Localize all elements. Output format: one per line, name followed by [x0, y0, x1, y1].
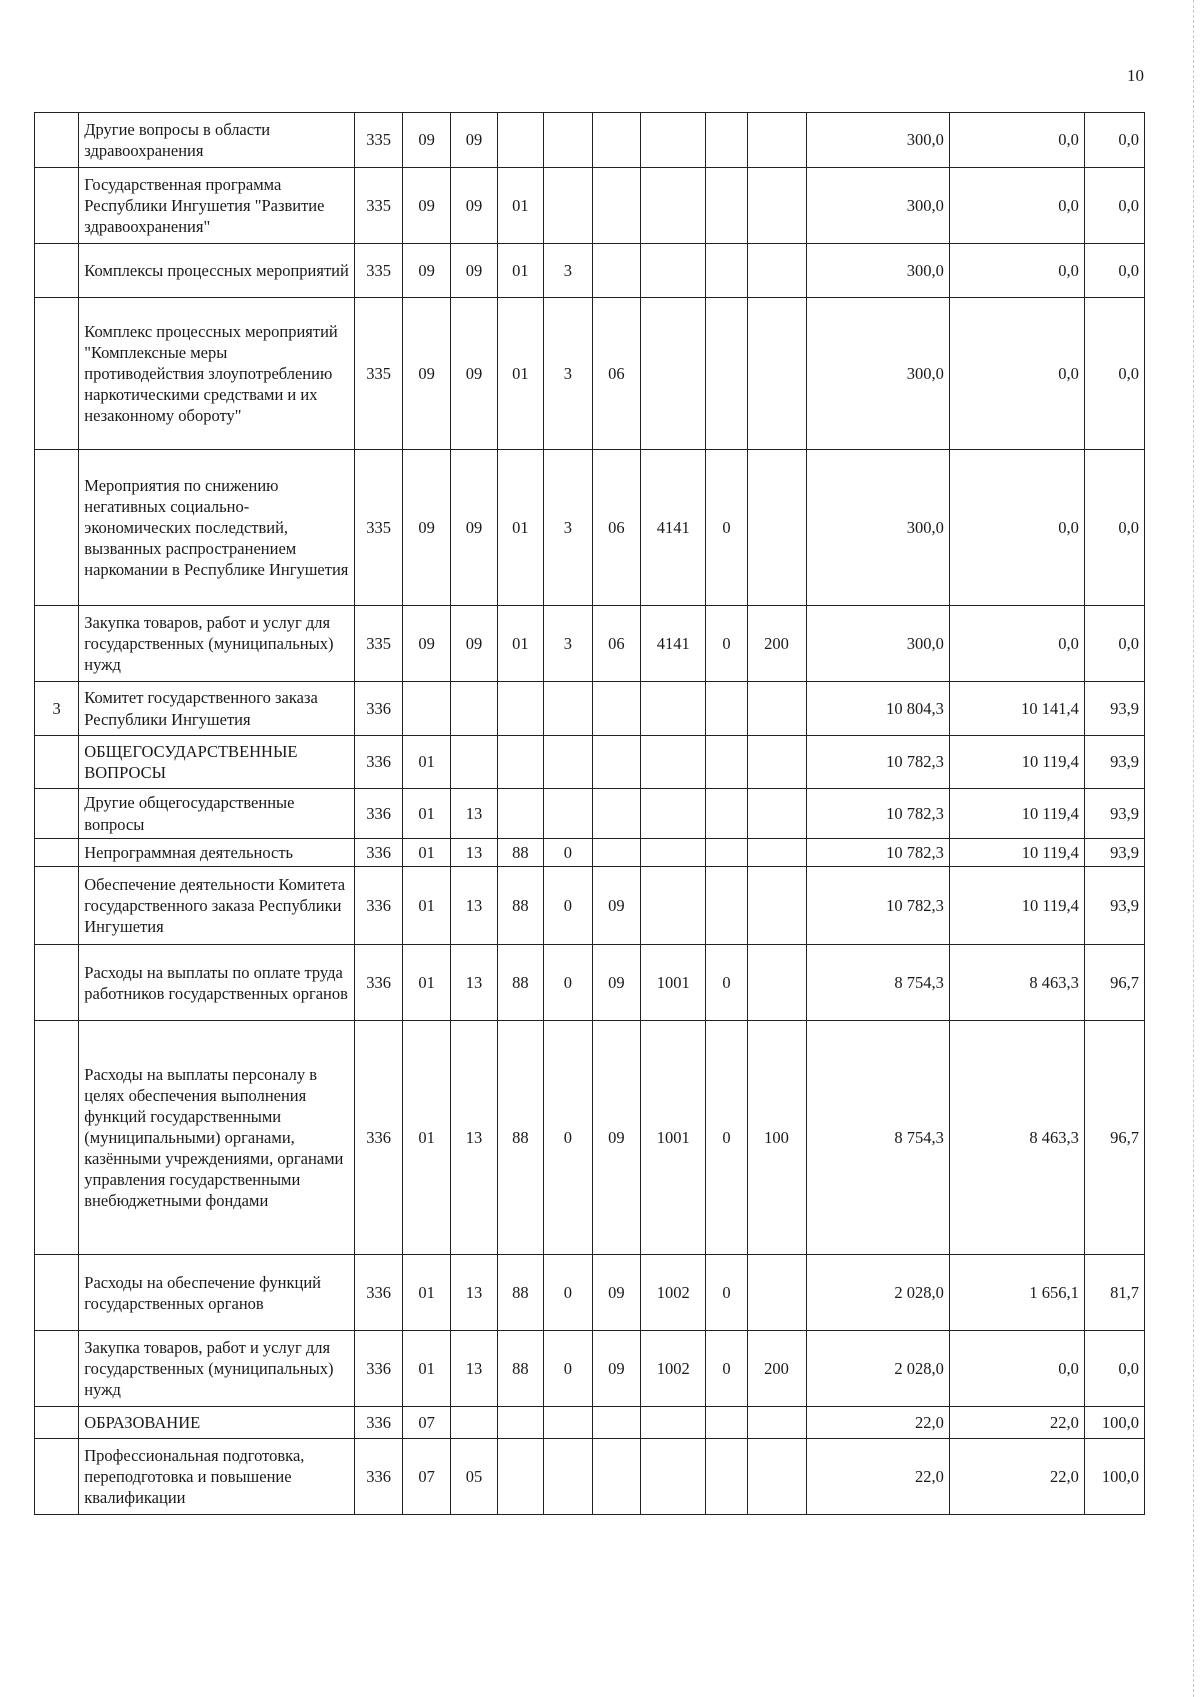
- code-direction: [641, 789, 706, 839]
- code-program-type: [544, 682, 592, 736]
- amount-percent: 96,7: [1084, 945, 1144, 1021]
- code-section: 01: [402, 867, 450, 945]
- amount-percent: 81,7: [1084, 1255, 1144, 1331]
- code-expense-type: [747, 168, 806, 244]
- row-name: Комплекс процессных мероприятий "Комплексные меры противодействия злоупотреблению наркотическими средствами и их незаконному обороту": [79, 298, 355, 450]
- table-row: [35, 1439, 1145, 1515]
- amount-percent: 0,0: [1084, 168, 1144, 244]
- code-subsection: [451, 682, 497, 736]
- code-complex: 09: [592, 1255, 640, 1331]
- amount-plan: 2 028,0: [806, 1255, 949, 1331]
- amount-plan: 10 782,3: [806, 736, 949, 789]
- code-program: 88: [497, 1021, 543, 1255]
- row-number: [35, 839, 79, 867]
- code-ministry: 336: [355, 839, 402, 867]
- amount-percent: 93,9: [1084, 736, 1144, 789]
- code-direction: [641, 867, 706, 945]
- code-direction-suffix: [706, 168, 747, 244]
- code-direction: [641, 168, 706, 244]
- amount-percent: 0,0: [1084, 606, 1144, 682]
- code-direction-suffix: [706, 682, 747, 736]
- code-direction: [641, 682, 706, 736]
- code-program-type: 3: [544, 244, 592, 298]
- code-complex: [592, 168, 640, 244]
- code-ministry: 336: [355, 1407, 402, 1439]
- amount-fact: 8 463,3: [949, 945, 1084, 1021]
- table-row: [35, 1331, 1145, 1407]
- code-subsection: [451, 736, 497, 789]
- row-name: Обеспечение деятельности Комитета государственного заказа Республики Ингушетия: [79, 867, 355, 945]
- row-number: [35, 945, 79, 1021]
- code-expense-type: [747, 1255, 806, 1331]
- code-expense-type: 200: [747, 606, 806, 682]
- amount-plan: 300,0: [806, 244, 949, 298]
- code-program-type: [544, 789, 592, 839]
- code-direction-suffix: 0: [706, 450, 747, 606]
- table-row: [35, 113, 1145, 168]
- code-complex: [592, 736, 640, 789]
- table-row: [35, 945, 1145, 1021]
- code-expense-type: [747, 1439, 806, 1515]
- code-section: 09: [402, 168, 450, 244]
- code-complex: [592, 839, 640, 867]
- code-ministry: 336: [355, 1439, 402, 1515]
- row-number: [35, 113, 79, 168]
- amount-percent: 0,0: [1084, 450, 1144, 606]
- code-program-type: [544, 736, 592, 789]
- code-subsection: 13: [451, 789, 497, 839]
- code-ministry: 335: [355, 298, 402, 450]
- code-program-type: 0: [544, 1255, 592, 1331]
- amount-percent: 100,0: [1084, 1439, 1144, 1515]
- amount-fact: 0,0: [949, 1331, 1084, 1407]
- code-direction-suffix: [706, 1439, 747, 1515]
- code-direction: [641, 298, 706, 450]
- amount-fact: 1 656,1: [949, 1255, 1084, 1331]
- code-program-type: 0: [544, 839, 592, 867]
- table-row: [35, 789, 1145, 839]
- code-program: [497, 736, 543, 789]
- code-subsection: 09: [451, 606, 497, 682]
- code-direction-suffix: 0: [706, 1021, 747, 1255]
- code-direction: 1001: [641, 1021, 706, 1255]
- row-name: ОБРАЗОВАНИЕ: [79, 1407, 355, 1439]
- code-subsection: 13: [451, 839, 497, 867]
- code-direction: 4141: [641, 450, 706, 606]
- code-section: 01: [402, 1331, 450, 1407]
- row-name: Другие вопросы в области здравоохранения: [79, 113, 355, 168]
- code-ministry: 336: [355, 682, 402, 736]
- amount-fact: 0,0: [949, 244, 1084, 298]
- table-row: [35, 1407, 1145, 1439]
- code-complex: [592, 1439, 640, 1515]
- scan-edge-line: [1193, 0, 1194, 1697]
- row-number: [35, 1021, 79, 1255]
- code-complex: [592, 682, 640, 736]
- row-name: Закупка товаров, работ и услуг для государственных (муниципальных) нужд: [79, 606, 355, 682]
- code-ministry: 335: [355, 244, 402, 298]
- code-expense-type: [747, 839, 806, 867]
- code-section: [402, 682, 450, 736]
- amount-percent: 93,9: [1084, 789, 1144, 839]
- code-program: [497, 1407, 543, 1439]
- amount-fact: 10 119,4: [949, 839, 1084, 867]
- table-row: [35, 1021, 1145, 1255]
- code-complex: 09: [592, 945, 640, 1021]
- code-program-type: [544, 1439, 592, 1515]
- code-program: 88: [497, 1331, 543, 1407]
- amount-percent: 93,9: [1084, 682, 1144, 736]
- table-row: [35, 606, 1145, 682]
- row-number: [35, 1407, 79, 1439]
- code-subsection: 05: [451, 1439, 497, 1515]
- code-expense-type: [747, 682, 806, 736]
- code-expense-type: [747, 244, 806, 298]
- code-section: 01: [402, 736, 450, 789]
- amount-percent: 0,0: [1084, 1331, 1144, 1407]
- code-direction: 1002: [641, 1255, 706, 1331]
- amount-plan: 10 782,3: [806, 867, 949, 945]
- amount-fact: 10 119,4: [949, 789, 1084, 839]
- code-program-type: 0: [544, 1021, 592, 1255]
- amount-percent: 100,0: [1084, 1407, 1144, 1439]
- code-program-type: 3: [544, 606, 592, 682]
- code-program-type: 0: [544, 945, 592, 1021]
- row-name: Мероприятия по снижению негативных социально-экономических последствий, вызванных распространением наркомании в Республике Ингушетия: [79, 450, 355, 606]
- amount-plan: 22,0: [806, 1439, 949, 1515]
- row-number: [35, 298, 79, 450]
- amount-plan: 8 754,3: [806, 1021, 949, 1255]
- code-section: 01: [402, 1021, 450, 1255]
- amount-fact: 8 463,3: [949, 1021, 1084, 1255]
- amount-plan: 300,0: [806, 113, 949, 168]
- row-number: [35, 789, 79, 839]
- amount-percent: 93,9: [1084, 839, 1144, 867]
- amount-percent: 0,0: [1084, 113, 1144, 168]
- code-direction-suffix: [706, 298, 747, 450]
- row-number: [35, 736, 79, 789]
- code-subsection: 13: [451, 867, 497, 945]
- code-subsection: 13: [451, 1021, 497, 1255]
- amount-percent: 93,9: [1084, 867, 1144, 945]
- code-direction-suffix: 0: [706, 606, 747, 682]
- code-expense-type: [747, 298, 806, 450]
- amount-fact: 22,0: [949, 1439, 1084, 1515]
- code-expense-type: [747, 736, 806, 789]
- code-section: 07: [402, 1407, 450, 1439]
- amount-plan: 10 782,3: [806, 839, 949, 867]
- code-program: 88: [497, 945, 543, 1021]
- code-direction-suffix: [706, 867, 747, 945]
- code-section: 07: [402, 1439, 450, 1515]
- row-name: Закупка товаров, работ и услуг для государственных (муниципальных) нужд: [79, 1331, 355, 1407]
- code-direction: [641, 244, 706, 298]
- amount-fact: 0,0: [949, 168, 1084, 244]
- amount-percent: 96,7: [1084, 1021, 1144, 1255]
- code-expense-type: [747, 789, 806, 839]
- code-program-type: [544, 168, 592, 244]
- code-program-type: 0: [544, 867, 592, 945]
- code-program: [497, 113, 543, 168]
- code-complex: 09: [592, 1331, 640, 1407]
- code-program-type: [544, 1407, 592, 1439]
- code-direction: 1001: [641, 945, 706, 1021]
- amount-plan: 300,0: [806, 168, 949, 244]
- code-program: 88: [497, 867, 543, 945]
- code-subsection: 13: [451, 945, 497, 1021]
- code-program: 01: [497, 450, 543, 606]
- code-ministry: 336: [355, 945, 402, 1021]
- code-direction-suffix: [706, 1407, 747, 1439]
- amount-fact: 0,0: [949, 450, 1084, 606]
- code-subsection: 09: [451, 168, 497, 244]
- code-direction-suffix: [706, 244, 747, 298]
- code-section: 01: [402, 789, 450, 839]
- table-row: [35, 1255, 1145, 1331]
- row-number: [35, 1439, 79, 1515]
- amount-fact: 10 119,4: [949, 867, 1084, 945]
- code-complex: [592, 1407, 640, 1439]
- code-ministry: 336: [355, 789, 402, 839]
- code-direction: [641, 113, 706, 168]
- row-name: Государственная программа Республики Ингушетия "Развитие здравоохранения": [79, 168, 355, 244]
- code-ministry: 336: [355, 867, 402, 945]
- amount-plan: 300,0: [806, 298, 949, 450]
- amount-fact: 0,0: [949, 606, 1084, 682]
- row-name: Расходы на обеспечение функций государственных органов: [79, 1255, 355, 1331]
- amount-plan: 300,0: [806, 606, 949, 682]
- code-program: 88: [497, 839, 543, 867]
- amount-plan: 10 804,3: [806, 682, 949, 736]
- code-expense-type: [747, 450, 806, 606]
- row-name: Непрограммная деятельность: [79, 839, 355, 867]
- code-program: [497, 682, 543, 736]
- code-section: 01: [402, 945, 450, 1021]
- code-subsection: 13: [451, 1255, 497, 1331]
- code-section: 01: [402, 839, 450, 867]
- code-expense-type: [747, 113, 806, 168]
- code-direction-suffix: [706, 789, 747, 839]
- code-complex: 09: [592, 867, 640, 945]
- code-complex: [592, 113, 640, 168]
- code-section: 01: [402, 1255, 450, 1331]
- code-subsection: 09: [451, 244, 497, 298]
- amount-percent: 0,0: [1084, 298, 1144, 450]
- code-program-type: 3: [544, 450, 592, 606]
- amount-fact: 10 141,4: [949, 682, 1084, 736]
- code-subsection: [451, 1407, 497, 1439]
- code-complex: 06: [592, 606, 640, 682]
- code-section: 09: [402, 606, 450, 682]
- code-complex: 06: [592, 298, 640, 450]
- amount-plan: 22,0: [806, 1407, 949, 1439]
- code-complex: [592, 789, 640, 839]
- code-direction: 4141: [641, 606, 706, 682]
- code-direction-suffix: 0: [706, 1331, 747, 1407]
- code-program: 01: [497, 168, 543, 244]
- code-subsection: 13: [451, 1331, 497, 1407]
- code-ministry: 335: [355, 113, 402, 168]
- code-direction-suffix: 0: [706, 945, 747, 1021]
- code-section: 09: [402, 450, 450, 606]
- code-direction: 1002: [641, 1331, 706, 1407]
- table-row: [35, 298, 1145, 450]
- row-number: [35, 867, 79, 945]
- code-expense-type: [747, 867, 806, 945]
- row-number: [35, 1331, 79, 1407]
- row-number: [35, 1255, 79, 1331]
- code-subsection: 09: [451, 298, 497, 450]
- amount-plan: 10 782,3: [806, 789, 949, 839]
- row-name: ОБЩЕГОСУДАРСТВЕННЫЕ ВОПРОСЫ: [79, 736, 355, 789]
- code-expense-type: [747, 945, 806, 1021]
- amount-percent: 0,0: [1084, 244, 1144, 298]
- code-direction-suffix: [706, 839, 747, 867]
- row-name: Профессиональная подготовка, переподготовка и повышение квалификации: [79, 1439, 355, 1515]
- code-program: 01: [497, 606, 543, 682]
- code-expense-type: 200: [747, 1331, 806, 1407]
- row-name: Комитет государственного заказа Республики Ингушетия: [79, 682, 355, 736]
- row-name: Комплексы процессных мероприятий: [79, 244, 355, 298]
- code-subsection: 09: [451, 113, 497, 168]
- code-program-type: 3: [544, 298, 592, 450]
- code-direction-suffix: 0: [706, 1255, 747, 1331]
- code-program: 88: [497, 1255, 543, 1331]
- amount-fact: 22,0: [949, 1407, 1084, 1439]
- code-ministry: 336: [355, 1021, 402, 1255]
- code-program: [497, 789, 543, 839]
- table-row: [35, 839, 1145, 867]
- table-row: [35, 682, 1145, 736]
- code-section: 09: [402, 298, 450, 450]
- code-ministry: 335: [355, 168, 402, 244]
- code-subsection: 09: [451, 450, 497, 606]
- row-name: Расходы на выплаты персоналу в целях обеспечения выполнения функций государственными (муниципальными) органами, казёнными учреждениями, органами управления государственными внебюджетными фондами: [79, 1021, 355, 1255]
- code-direction: [641, 1407, 706, 1439]
- table-body: [35, 113, 1145, 1515]
- page-number: 10: [1127, 66, 1144, 85]
- budget-table: [34, 112, 1145, 1515]
- code-ministry: 335: [355, 606, 402, 682]
- code-direction: [641, 839, 706, 867]
- row-name: Другие общегосударственные вопросы: [79, 789, 355, 839]
- code-ministry: 336: [355, 736, 402, 789]
- code-program-type: [544, 113, 592, 168]
- amount-plan: 300,0: [806, 450, 949, 606]
- row-number: 3: [35, 682, 79, 736]
- amount-plan: 8 754,3: [806, 945, 949, 1021]
- amount-fact: 0,0: [949, 298, 1084, 450]
- code-ministry: 335: [355, 450, 402, 606]
- table-row: [35, 244, 1145, 298]
- row-number: [35, 606, 79, 682]
- table-row: [35, 168, 1145, 244]
- code-direction-suffix: [706, 736, 747, 789]
- code-program: [497, 1439, 543, 1515]
- code-section: 09: [402, 244, 450, 298]
- code-ministry: 336: [355, 1331, 402, 1407]
- table-row: [35, 736, 1145, 789]
- code-complex: 09: [592, 1021, 640, 1255]
- row-number: [35, 244, 79, 298]
- code-direction: [641, 736, 706, 789]
- code-direction: [641, 1439, 706, 1515]
- code-program-type: 0: [544, 1331, 592, 1407]
- code-section: 09: [402, 113, 450, 168]
- code-complex: 06: [592, 450, 640, 606]
- row-number: [35, 450, 79, 606]
- row-name: Расходы на выплаты по оплате труда работников государственных органов: [79, 945, 355, 1021]
- amount-fact: 0,0: [949, 113, 1084, 168]
- code-program: 01: [497, 244, 543, 298]
- code-program: 01: [497, 298, 543, 450]
- code-expense-type: 100: [747, 1021, 806, 1255]
- amount-fact: 10 119,4: [949, 736, 1084, 789]
- table-row: [35, 867, 1145, 945]
- code-ministry: 336: [355, 1255, 402, 1331]
- code-complex: [592, 244, 640, 298]
- amount-plan: 2 028,0: [806, 1331, 949, 1407]
- table-row: [35, 450, 1145, 606]
- code-direction-suffix: [706, 113, 747, 168]
- row-number: [35, 168, 79, 244]
- code-expense-type: [747, 1407, 806, 1439]
